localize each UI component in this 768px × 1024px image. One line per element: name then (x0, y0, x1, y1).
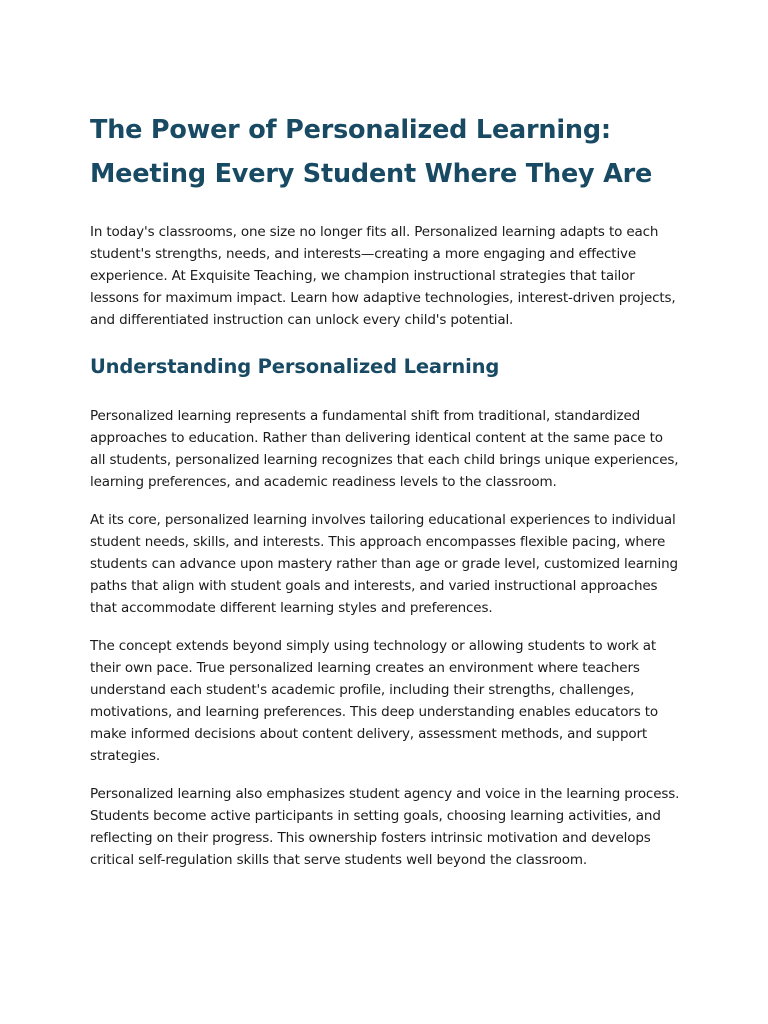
intro-paragraph: In today's classrooms, one size no longer fits all. Personalized learning adapts to each student's strengths, needs, and interests—creating a more engaging and effective experience. At Exquisite Teaching, we champion instructional strategies that tailor lessons for maximum impact. Learn how adaptive technologies, interest-driven projects, and differentiated instruction can unlock every child's potential. (90, 224, 676, 328)
article-title-line-2: Meeting Every Student Where They Are (90, 159, 653, 189)
article (90, 108, 680, 871)
body-paragraph-3: The concept extends beyond simply using technology or allowing students to work at their own pace. True personalized learning creates an environment where teachers understand each student's academic profile, including their strengths, challenges, motivations, and learning preferences. This deep understanding enables educators to make informed decisions about content delivery, assessment methods, and support strategies. (90, 638, 658, 764)
article-title (90, 108, 680, 196)
body-paragraph-1: Personalized learning represents a fundamental shift from traditional, standardized approaches to education. Rather than delivering identical content at the same pace to all students, personalized learning recognizes that each child brings unique experiences, learning preferences, and academic readiness levels to the classroom. (90, 408, 679, 490)
body-paragraph-4: Personalized learning also emphasizes student agency and voice in the learning process. Students become active participants in setting goals, choosing learning activities, and reflecting on their progress. This ownership fosters intrinsic motivation and develops critical self-regulation skills that serve students well beyond the classroom. (90, 786, 680, 868)
section-heading: Understanding Personalized Learning (90, 355, 500, 378)
body-paragraph-2: At its core, personalized learning involves tailoring educational experiences to individual student needs, skills, and interests. This approach encompasses flexible pacing, where students can advance upon mastery rather than age or grade level, customized learning paths that align with student goals and interests, and varied instructional approaches that accommodate different learning styles and preferences. (90, 512, 678, 616)
article-title-line-1: The Power of Personalized Learning: (90, 115, 611, 145)
